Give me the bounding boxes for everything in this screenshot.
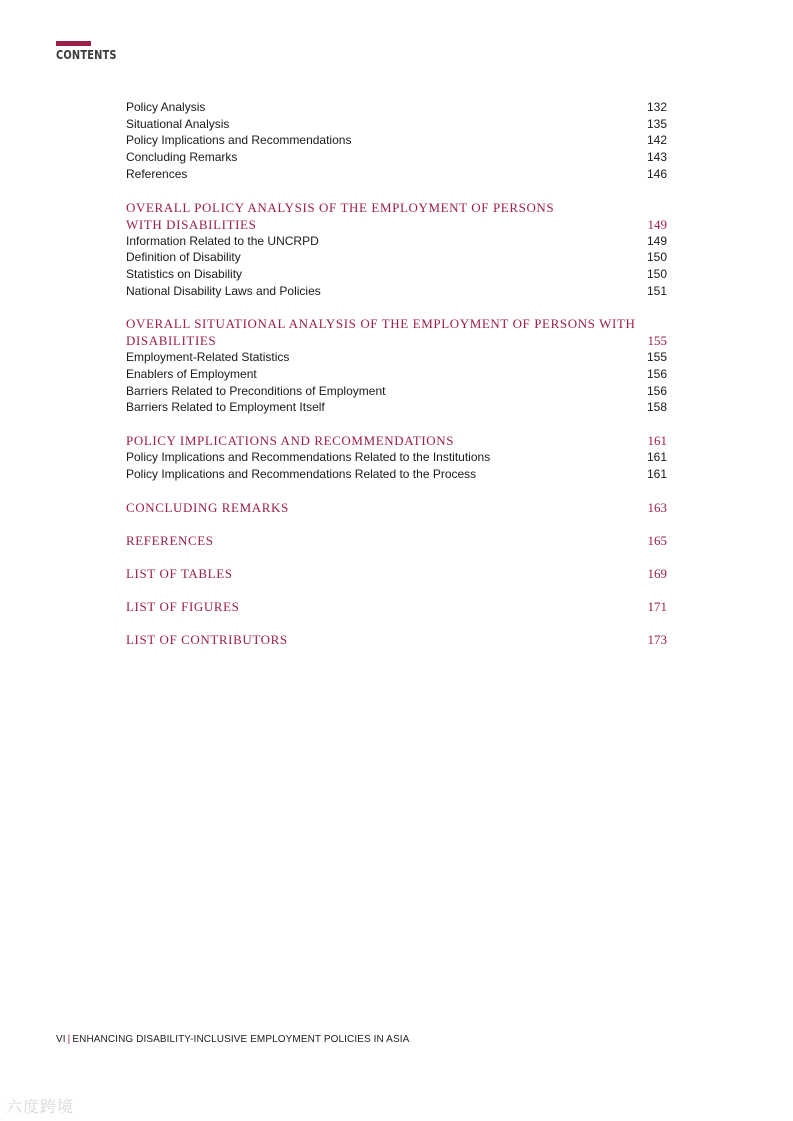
toc-section-list-of-contributors bbox=[126, 631, 667, 648]
toc-section-list-of-tables bbox=[126, 565, 667, 582]
toc-entry[interactable] bbox=[126, 233, 667, 250]
toc-entry[interactable] bbox=[126, 266, 667, 283]
toc-entry-page: 132 bbox=[646, 100, 667, 114]
section-page: 169 bbox=[647, 565, 667, 581]
toc-entry-page: 156 bbox=[646, 383, 667, 398]
toc-entry[interactable] bbox=[126, 249, 667, 266]
section-heading[interactable] bbox=[126, 532, 667, 549]
section-title: REFERENCES bbox=[126, 532, 214, 548]
section-page: 171 bbox=[647, 598, 667, 614]
section-heading[interactable] bbox=[126, 631, 667, 648]
toc-entry-label: Employment-Related Statistics bbox=[126, 350, 290, 365]
section-title: LIST OF FIGURES bbox=[126, 598, 240, 614]
section-heading[interactable] bbox=[126, 598, 667, 615]
toc-entry[interactable] bbox=[126, 349, 667, 366]
section-title-line: DISABILITIES bbox=[126, 333, 217, 349]
section-title: LIST OF CONTRIBUTORS bbox=[126, 631, 288, 647]
toc-entry-label: Concluding Remarks bbox=[126, 150, 238, 165]
toc-entry-label: Policy Analysis bbox=[126, 100, 206, 114]
section-title: POLICY IMPLICATIONS AND RECOMMENDATIONS bbox=[126, 433, 455, 449]
section-title: CONCLUDING REMARKS bbox=[126, 499, 289, 515]
toc-entry[interactable] bbox=[126, 132, 667, 149]
table-of-contents bbox=[126, 99, 667, 648]
header-accent-bar bbox=[56, 41, 91, 46]
toc-entry[interactable] bbox=[126, 166, 667, 183]
toc-entry-label: Barriers Related to Employment Itself bbox=[126, 400, 325, 415]
toc-entry-label: Barriers Related to Preconditions of Employment bbox=[126, 383, 386, 398]
toc-section-concluding-remarks bbox=[126, 499, 667, 516]
toc-entry[interactable] bbox=[126, 466, 667, 483]
section-title: LIST OF TABLES bbox=[126, 565, 233, 581]
toc-entry[interactable] bbox=[126, 449, 667, 466]
toc-entry-page: 161 bbox=[646, 466, 667, 481]
section-page: 161 bbox=[647, 433, 667, 449]
toc-section-policy-analysis bbox=[126, 199, 667, 300]
toc-entry-page: 143 bbox=[646, 150, 667, 165]
toc-entry[interactable] bbox=[126, 99, 667, 116]
toc-entry-label: Policy Implications and Recommendations Related to the Institutions bbox=[126, 450, 491, 465]
toc-entry-page: 142 bbox=[646, 133, 667, 148]
toc-entry-label: Statistics on Disability bbox=[126, 266, 243, 281]
toc-entry-page: 146 bbox=[646, 166, 667, 181]
toc-entry-page: 150 bbox=[646, 250, 667, 265]
toc-entry[interactable] bbox=[126, 366, 667, 383]
toc-entry-label: Policy Implications and Recommendations bbox=[126, 133, 352, 148]
toc-entry[interactable] bbox=[126, 399, 667, 416]
toc-entry[interactable] bbox=[126, 283, 667, 300]
toc-entry-page: 151 bbox=[646, 283, 667, 298]
section-page: 155 bbox=[647, 333, 667, 349]
toc-entry-page: 155 bbox=[646, 350, 667, 365]
toc-entry-label: Situational Analysis bbox=[126, 116, 230, 131]
section-heading[interactable] bbox=[126, 499, 667, 516]
section-title-line[interactable]: OVERALL POLICY ANALYSIS OF THE EMPLOYMENT OF PERSONS bbox=[126, 199, 555, 215]
toc-entry-label: Policy Implications and Recommendations Related to the Process bbox=[126, 466, 477, 481]
watermark: 六度跨境 bbox=[6, 1099, 75, 1116]
page-title: CONTENTS bbox=[56, 48, 117, 62]
toc-entry-page: 158 bbox=[646, 400, 667, 415]
section-page: 165 bbox=[647, 532, 667, 548]
toc-entry-page: 150 bbox=[646, 266, 667, 281]
toc-entry-label: National Disability Laws and Policies bbox=[126, 283, 321, 298]
page-footer bbox=[56, 1034, 409, 1045]
toc-intro-group bbox=[126, 99, 667, 183]
section-title-line: WITH DISABILITIES bbox=[126, 216, 257, 232]
section-heading[interactable] bbox=[126, 332, 667, 349]
toc-section-list-of-figures bbox=[126, 598, 667, 615]
toc-entry-label: Enablers of Employment bbox=[126, 367, 257, 382]
toc-section-policy-implications bbox=[126, 432, 667, 482]
section-heading[interactable] bbox=[126, 216, 667, 233]
toc-entry-page: 135 bbox=[646, 116, 667, 131]
section-page: 173 bbox=[647, 631, 667, 647]
footer-page-number: VI bbox=[56, 1034, 66, 1045]
toc-section-references bbox=[126, 532, 667, 549]
footer-separator: | bbox=[67, 1034, 71, 1045]
section-heading[interactable] bbox=[126, 432, 667, 449]
section-page: 163 bbox=[647, 499, 667, 515]
toc-entry-page: 149 bbox=[646, 233, 667, 248]
toc-entry-label: References bbox=[126, 166, 188, 181]
toc-entry[interactable] bbox=[126, 383, 667, 400]
toc-entry-page: 161 bbox=[646, 450, 667, 465]
section-heading[interactable] bbox=[126, 565, 667, 582]
toc-entry[interactable] bbox=[126, 149, 667, 166]
footer-book-title: ENHANCING DISABILITY-INCLUSIVE EMPLOYMENT POLICIES IN ASIA bbox=[72, 1034, 410, 1045]
toc-entry-label: Definition of Disability bbox=[126, 250, 241, 265]
toc-entry-page: 156 bbox=[646, 367, 667, 382]
toc-entry[interactable] bbox=[126, 116, 667, 133]
toc-section-situational-analysis bbox=[126, 315, 667, 416]
toc-entry-label: Information Related to the UNCRPD bbox=[126, 233, 319, 248]
section-page: 149 bbox=[647, 216, 667, 232]
section-title-line[interactable]: OVERALL SITUATIONAL ANALYSIS OF THE EMPLOYMENT OF PERSONS WITH bbox=[126, 316, 636, 332]
